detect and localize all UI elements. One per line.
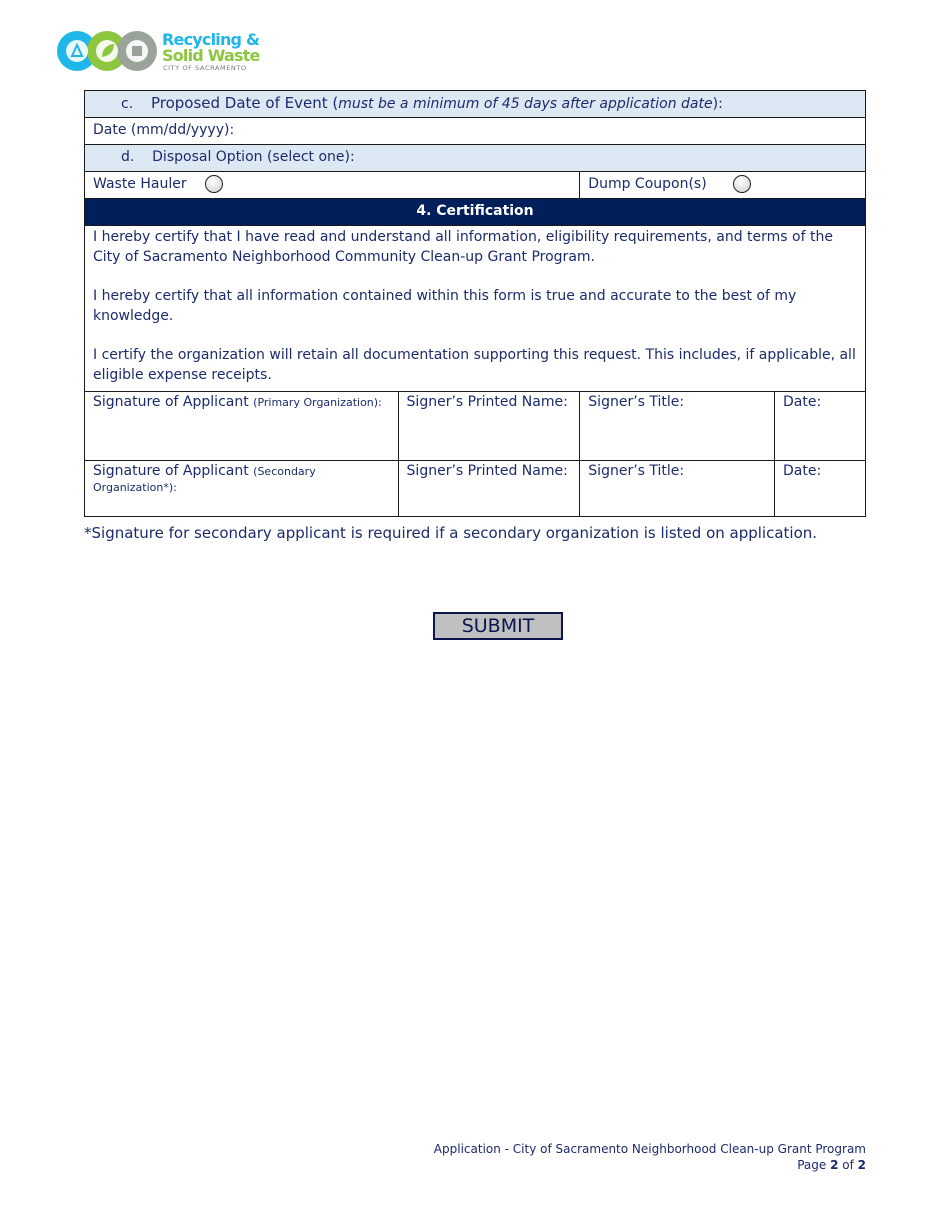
item-letter: c.: [121, 96, 134, 112]
recycling-solid-waste-logo: [57, 28, 272, 74]
svg-text:Solid Waste: Solid Waste: [162, 46, 260, 65]
certification-header: 4. Certification: [85, 199, 866, 226]
date-row: [85, 118, 866, 145]
event-date-label: Proposed Date of Event (: [150, 94, 339, 112]
secondary-date-field[interactable]: [775, 461, 866, 517]
page-of: of: [838, 1158, 858, 1172]
disposal-heading-row: [85, 145, 866, 172]
current-page: 2: [830, 1158, 839, 1172]
printed-name-label: Signer’s Printed Name:: [406, 463, 568, 479]
signature-sublabel: (Primary Organization):: [253, 396, 382, 409]
date-label: Date:: [783, 463, 822, 479]
disposal-label: Disposal Option (select one):: [152, 149, 355, 165]
application-form-table: [84, 90, 866, 517]
page-number: [434, 1157, 866, 1173]
option-waste-hauler[interactable]: [85, 172, 580, 199]
event-date-heading-row: [85, 91, 866, 118]
signature-sublabel: (Secondary Organization*):: [93, 465, 316, 494]
dump-coupons-radio[interactable]: [733, 175, 751, 193]
svg-text:CITY OF SACRAMENTO: CITY OF SACRAMENTO: [163, 64, 247, 72]
certification-paragraph: I hereby certify that I have read and understand all information, eligibility requirements, and terms of the City of Sacramento Neighborhood Community Clean-up Grant Program.: [93, 229, 833, 265]
secondary-printed-name-field[interactable]: [398, 461, 580, 517]
option-dump-coupons[interactable]: [580, 172, 866, 199]
certification-header-row: [85, 199, 866, 226]
footer-title: Application - City of Sacramento Neighborhood Clean-up Grant Program: [433, 1142, 866, 1156]
date-field[interactable]: [85, 118, 866, 145]
date-label: Date (mm/dd/yyyy):: [93, 122, 235, 138]
event-date-note: must be a minimum of 45 days after application date: [338, 96, 713, 112]
printed-name-label: Signer’s Printed Name:: [406, 394, 568, 410]
secondary-title-field[interactable]: [580, 461, 775, 517]
option-label: Waste Hauler: [93, 176, 187, 192]
page-footer: [434, 1141, 866, 1173]
svg-text:Recycling &: Recycling &: [162, 30, 260, 49]
event-date-label-end: ):: [712, 96, 723, 112]
certification-paragraph: I hereby certify that all information contained within this form is true and accurate to the best of my knowledge.: [93, 288, 797, 324]
certification-text-row: [85, 226, 866, 392]
waste-hauler-radio[interactable]: [205, 175, 223, 193]
submit-button[interactable]: SUBMIT: [433, 612, 563, 640]
primary-signature-field[interactable]: [85, 392, 399, 461]
secondary-signature-footnote: *Signature for secondary applicant is required if a secondary organization is listed on application.: [84, 524, 818, 542]
certification-paragraph: I certify the organization will retain all documentation supporting this request. This includes, if applicable, all eligible expense receipts.: [93, 347, 856, 383]
primary-title-field[interactable]: [580, 392, 775, 461]
disposal-options-row: [85, 172, 866, 199]
title-label: Signer’s Title:: [588, 463, 685, 479]
title-label: Signer’s Title:: [588, 394, 685, 410]
date-label: Date:: [783, 394, 822, 410]
total-pages: 2: [857, 1158, 866, 1172]
primary-date-field[interactable]: [775, 392, 866, 461]
signature-label: Signature of Applicant: [93, 463, 254, 479]
primary-printed-name-field[interactable]: [398, 392, 580, 461]
page-prefix: Page: [797, 1158, 831, 1172]
signature-label: Signature of Applicant: [93, 394, 254, 410]
secondary-signature-field[interactable]: [85, 461, 399, 517]
item-letter: d.: [121, 149, 135, 165]
option-label: Dump Coupon(s): [588, 176, 707, 192]
signature-row-secondary: [85, 461, 866, 517]
signature-row-primary: [85, 392, 866, 461]
